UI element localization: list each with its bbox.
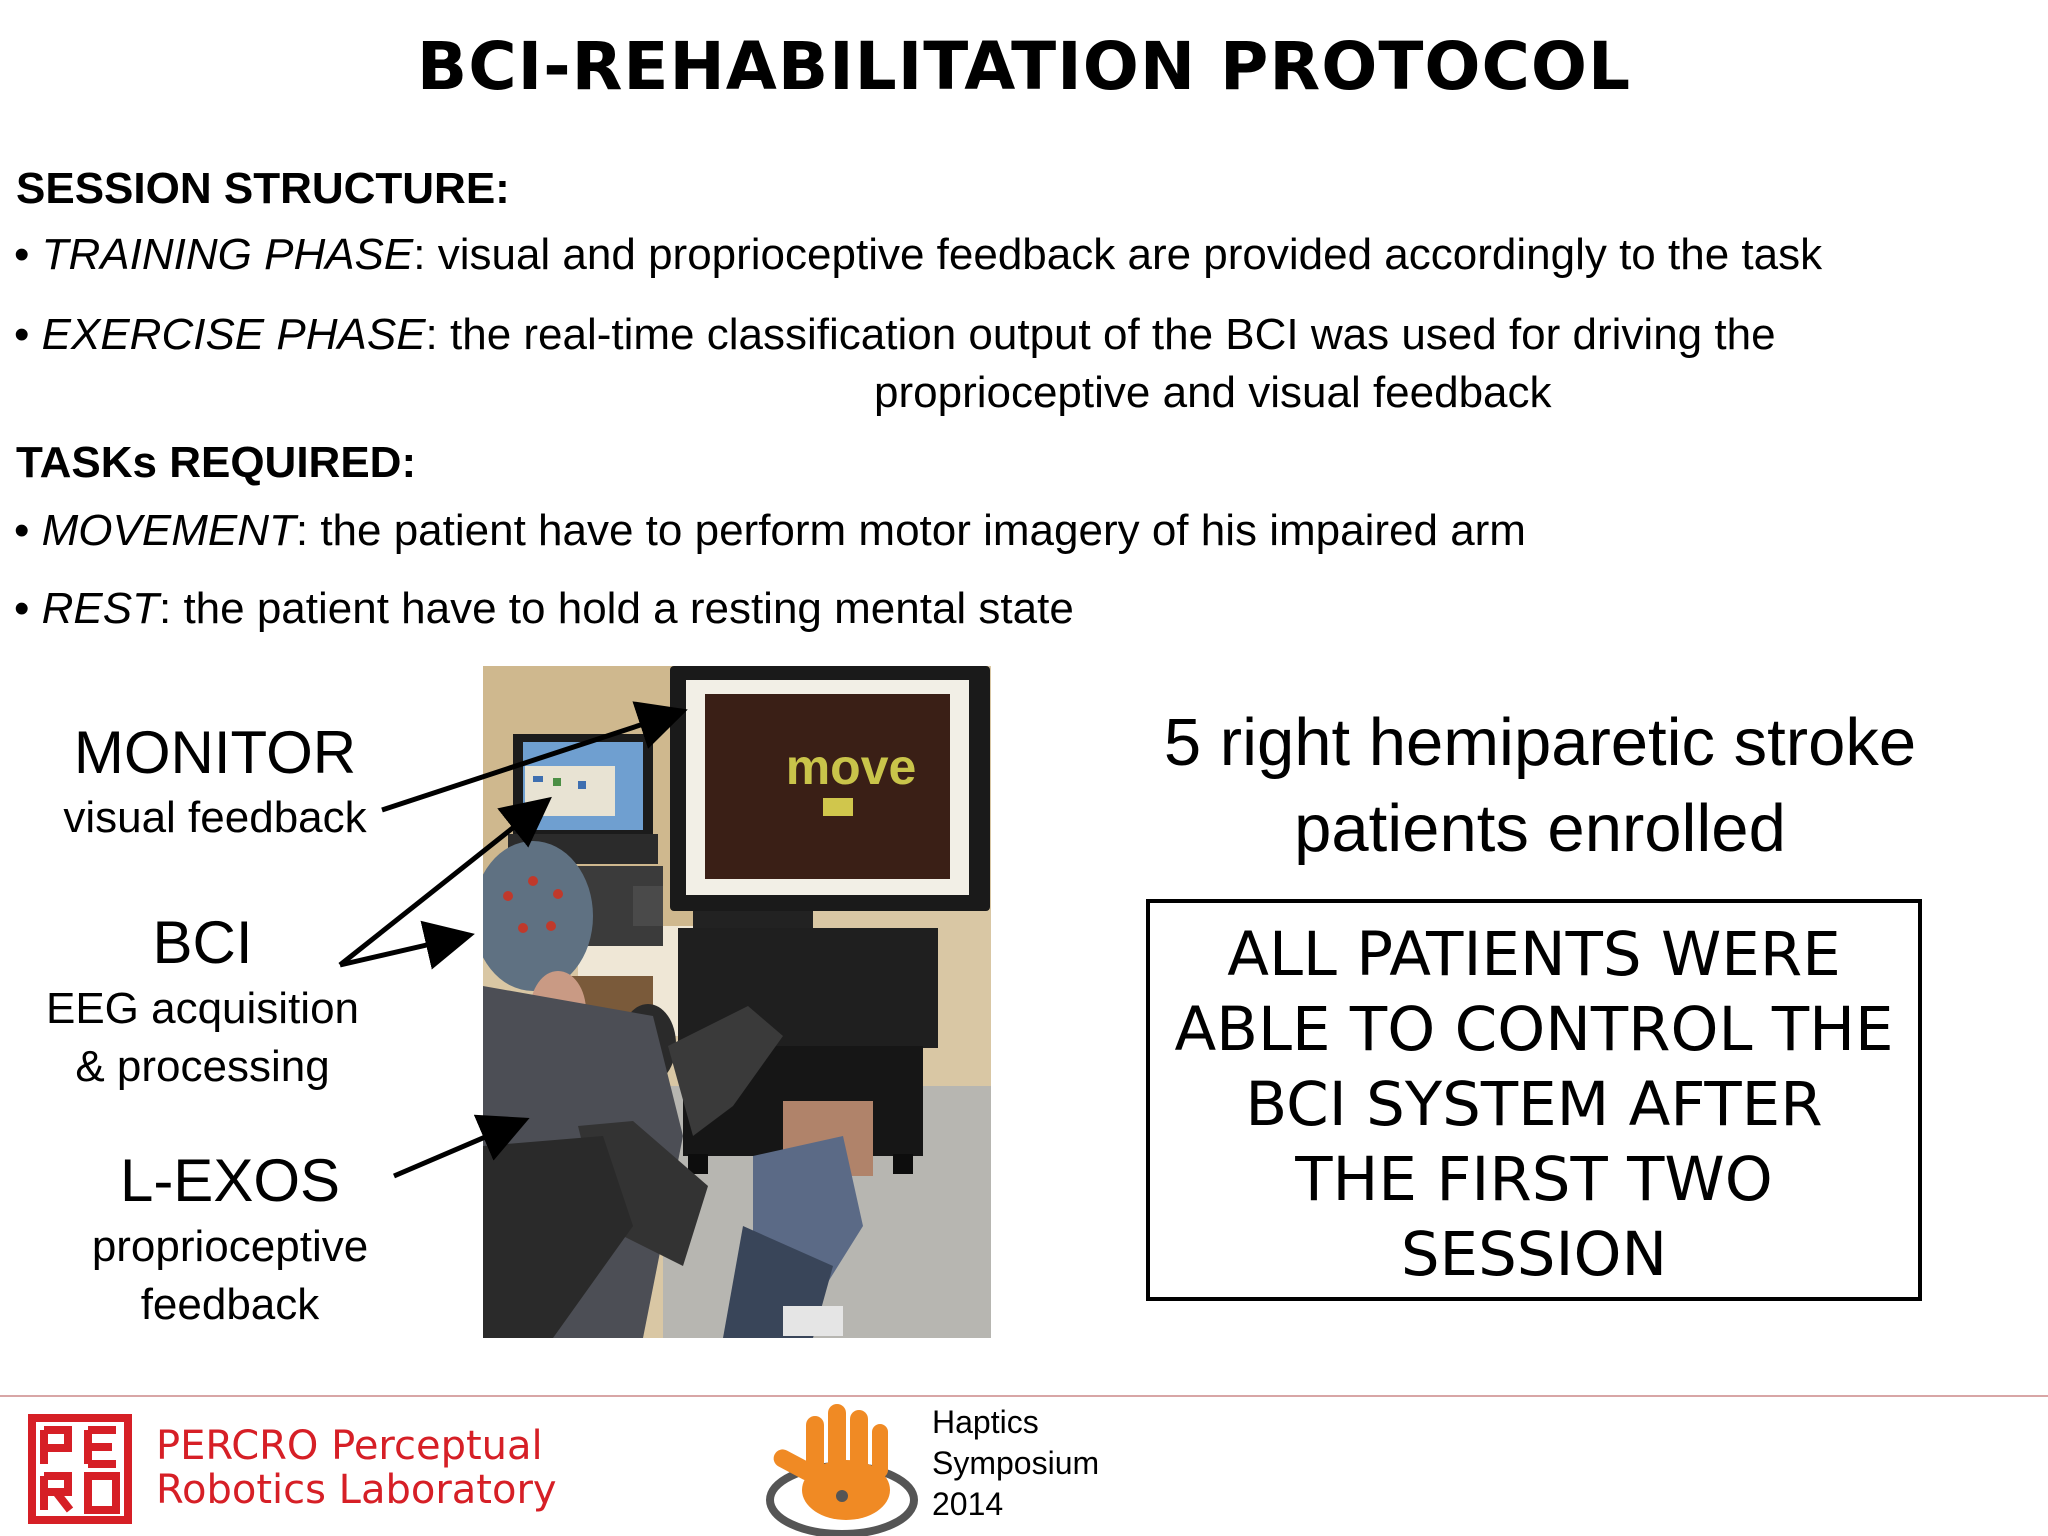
haptics-line-1: Haptics <box>932 1404 1039 1440</box>
lexos-arrow <box>394 1120 525 1176</box>
percro-line-1: PERCRO Perceptual <box>156 1423 543 1469</box>
monitor-sublabel: visual feedback <box>63 793 367 842</box>
percro-lab-name <box>156 1424 557 1512</box>
percro-logo-icon <box>28 1414 132 1524</box>
training-phase-term: TRAINING PHASE <box>41 230 414 279</box>
exercise-phase-bullet: • EXERCISE PHASE: the real-time classification output of the BCI was used for driving the <box>14 310 1776 359</box>
training-phase-bullet: • TRAINING PHASE: visual and proprioceptive feedback are provided accordingly to the task <box>14 230 1823 279</box>
exercise-phase-term: EXERCISE PHASE <box>41 310 426 359</box>
movement-task-bullet: • MOVEMENT: the patient have to perform motor imagery of his impaired arm <box>14 506 1526 555</box>
result-box <box>1146 899 1922 1301</box>
exercise-phase-text: : the real-time classification output of the BCI was used for driving the <box>425 310 1776 359</box>
bci-sublabel-2: & processing <box>75 1042 330 1091</box>
exercise-phase-continuation: proprioceptive and visual feedback <box>874 368 1552 417</box>
rest-task-bullet: • REST: the patient have to hold a resting mental state <box>14 584 1074 633</box>
screen-move-text: move <box>785 739 917 795</box>
session-structure-heading: SESSION STRUCTURE: <box>16 164 510 213</box>
rest-term: REST <box>41 584 159 633</box>
enrolled-line-2: patients enrolled <box>1294 791 1786 866</box>
lexos-sublabel-2: feedback <box>140 1280 320 1329</box>
haptics-line-2: Symposium <box>932 1445 1100 1481</box>
movement-term: MOVEMENT <box>41 506 296 555</box>
monitor-label: MONITOR <box>73 719 357 786</box>
percro-line-2: Robotics Laboratory <box>156 1467 557 1513</box>
lexos-label: L-EXOS <box>119 1147 341 1214</box>
footer-divider <box>0 1395 2048 1397</box>
result-text <box>1150 917 1918 1292</box>
tasks-required-heading: TASKs REQUIRED: <box>16 438 417 487</box>
result-line: THE FIRST TWO <box>1295 1144 1773 1215</box>
haptics-line-3: 2014 <box>932 1486 1004 1522</box>
bci-label: BCI <box>152 909 253 976</box>
enrolled-patients-statement <box>1110 700 1970 872</box>
result-line: BCI SYSTEM AFTER <box>1245 1069 1823 1140</box>
page-title: BCI-REHABILITATION PROTOCOL <box>416 28 1632 105</box>
training-phase-text: : visual and proprioceptive feedback are provided accordingly to the task <box>413 230 1823 279</box>
enrolled-line-1: 5 right hemiparetic stroke <box>1163 705 1917 780</box>
result-line: ABLE TO CONTROL THE <box>1174 994 1894 1065</box>
bci-sublabel-1: EEG acquisition <box>45 984 360 1033</box>
movement-text: : the patient have to perform motor imagery of his impaired arm <box>295 506 1526 555</box>
lexos-sublabel-1: proprioceptive <box>91 1222 369 1271</box>
monitor-arrow <box>382 711 683 810</box>
result-line: SESSION <box>1400 1219 1668 1290</box>
haptics-hand-logo-icon <box>762 1400 922 1536</box>
result-line: ALL PATIENTS WERE <box>1227 919 1841 990</box>
rest-text: : the patient have to hold a resting mental state <box>159 584 1074 633</box>
haptics-symposium-label <box>932 1402 1099 1525</box>
